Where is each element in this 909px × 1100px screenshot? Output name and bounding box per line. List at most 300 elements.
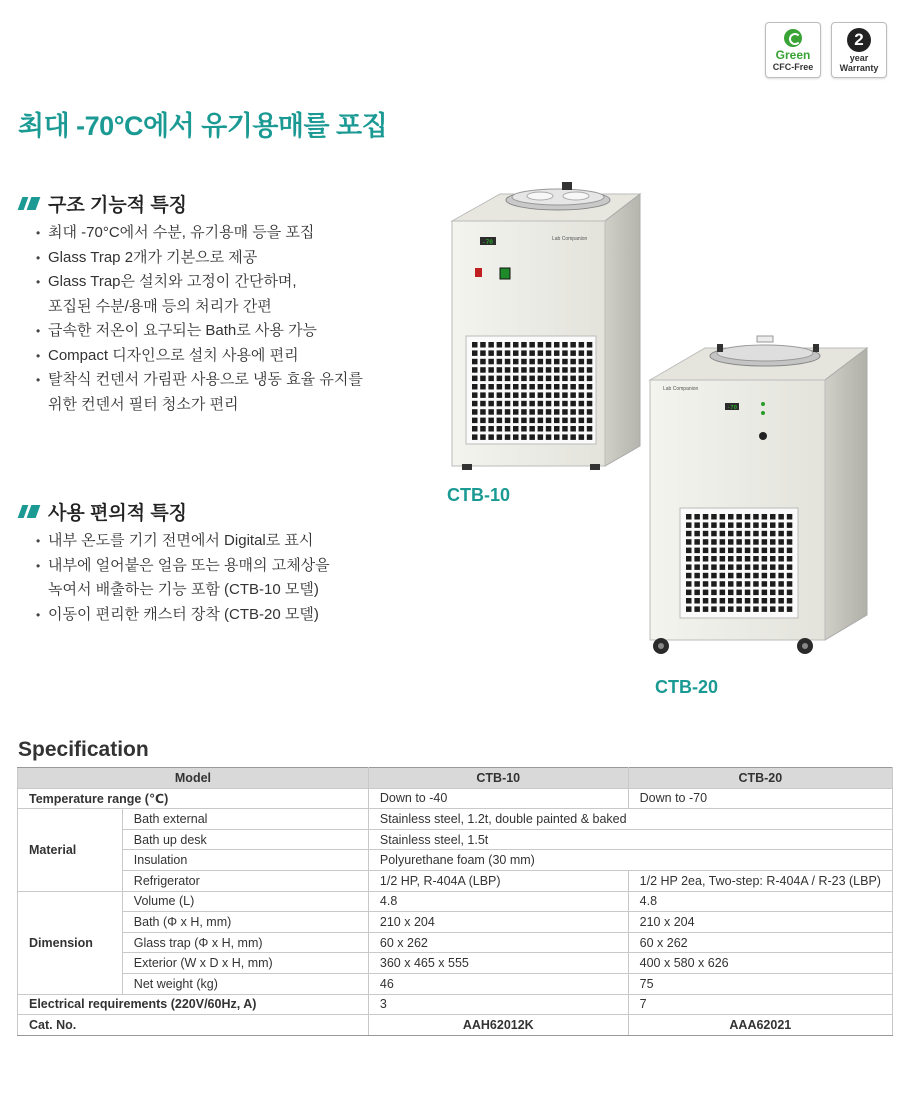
grille-slot	[745, 581, 751, 587]
grille-slot	[505, 367, 511, 373]
grille-slot	[497, 426, 503, 432]
grille-slot	[728, 539, 734, 545]
grille-slot	[480, 409, 486, 415]
grille-slot	[570, 409, 576, 415]
table-row	[18, 891, 893, 912]
grille-slot	[562, 409, 568, 415]
grille-slot	[538, 434, 544, 440]
grille-slot	[505, 426, 511, 432]
grille-slot	[472, 434, 478, 440]
grille-slot	[472, 384, 478, 390]
grille-slot	[587, 434, 593, 440]
grille-slot	[562, 401, 568, 407]
grille-slot	[720, 606, 726, 612]
grille-slot	[480, 367, 486, 373]
grille-slot	[570, 434, 576, 440]
feature-list-convenience	[36, 529, 330, 627]
grille-slot	[770, 548, 776, 554]
grille-slot	[579, 434, 585, 440]
grille-slot	[587, 342, 593, 348]
grille-slot	[745, 556, 751, 562]
grille-slot	[762, 539, 768, 545]
table-row	[18, 994, 893, 1015]
volume-label: Volume (L)	[122, 891, 368, 912]
header-ctb-10: CTB-10	[368, 768, 628, 789]
section-marker-icon	[20, 197, 38, 210]
grille-slot	[521, 367, 527, 373]
grille-slot	[579, 418, 585, 424]
grille-slot	[579, 426, 585, 432]
grille-slot	[554, 409, 560, 415]
grille-slot	[546, 401, 552, 407]
feature-item	[36, 529, 330, 554]
grille-slot	[472, 376, 478, 382]
grille-slot	[736, 590, 742, 596]
header-ctb-20: CTB-20	[628, 768, 892, 789]
grille-slot	[703, 539, 709, 545]
grille-slot	[587, 392, 593, 398]
specification-title: Specification	[18, 738, 149, 761]
grille-slot	[778, 598, 784, 604]
grille-slot	[505, 401, 511, 407]
grille-slot	[778, 590, 784, 596]
grille-slot	[554, 418, 560, 424]
grille-slot	[513, 367, 519, 373]
grille-slot	[497, 434, 503, 440]
green-badge-subtitle: CFC-Free	[772, 61, 814, 72]
grille-slot	[505, 342, 511, 348]
feature-item-text: 포집된 수분/용매 등의 처리가 간편	[48, 297, 272, 315]
volume-ctb-10: 4.8	[368, 891, 628, 912]
grille-slot	[770, 606, 776, 612]
grille-slot	[770, 531, 776, 537]
grille-slot	[694, 564, 700, 570]
grille-slot	[529, 376, 535, 382]
grille-slot	[753, 548, 759, 554]
grille-slot	[521, 434, 527, 440]
grille-slot	[753, 590, 759, 596]
electrical-ctb-10: 3	[368, 994, 628, 1015]
grille-slot	[703, 573, 709, 579]
grille-slot	[711, 548, 717, 554]
grille-slot	[753, 598, 759, 604]
grille-slot	[538, 367, 544, 373]
grille-slot	[579, 367, 585, 373]
grille-slot	[753, 564, 759, 570]
grille-slot	[554, 392, 560, 398]
grille-slot	[587, 418, 593, 424]
grille-slot	[720, 581, 726, 587]
grille-slot	[521, 392, 527, 398]
grille-slot	[497, 392, 503, 398]
warranty-number: 2	[847, 28, 871, 52]
grille-slot	[694, 539, 700, 545]
section-heading-text: 구조 기능적 특징	[48, 195, 188, 216]
grille-slot	[497, 376, 503, 382]
grille-slot	[787, 514, 793, 520]
grille-slot	[778, 556, 784, 562]
feature-item-text: 녹여서 배출하는 기능 포함 (CTB-10 모델)	[48, 581, 319, 598]
grille-slot	[480, 401, 486, 407]
grille-slot	[497, 384, 503, 390]
grille-slot	[480, 376, 486, 382]
temperature-range-label: Temperature range (℃)	[18, 788, 369, 809]
grille-slot	[745, 548, 751, 554]
grille-slot	[753, 531, 759, 537]
grille-slot	[745, 539, 751, 545]
grille-slot	[472, 426, 478, 432]
net-weight-ctb-20: 75	[628, 973, 892, 994]
bath-size-ctb-10: 210 x 204	[368, 912, 628, 933]
page-title: 최대 -70°C에서 유기용매를 포집	[18, 111, 388, 141]
grille-slot	[579, 342, 585, 348]
grille-slot	[513, 409, 519, 415]
grille-slot	[703, 514, 709, 520]
grille-slot	[762, 531, 768, 537]
grille-slot	[728, 606, 734, 612]
green-cfc-free-badge	[765, 22, 821, 78]
grille-slot	[770, 581, 776, 587]
grille-slot	[562, 434, 568, 440]
grille-slot	[762, 581, 768, 587]
grille-slot	[728, 564, 734, 570]
grille-slot	[546, 367, 552, 373]
grille-slot	[513, 401, 519, 407]
exterior-label: Exterior (W x D x H, mm)	[122, 953, 368, 974]
grille-slot	[538, 384, 544, 390]
grille-slot	[720, 531, 726, 537]
grille-slot	[521, 426, 527, 432]
grille-slot	[694, 573, 700, 579]
grille-slot	[711, 531, 717, 537]
grille-slot	[694, 590, 700, 596]
grille-slot	[703, 548, 709, 554]
cat-no-label: Cat. No.	[18, 1015, 369, 1036]
grille-slot	[513, 376, 519, 382]
grille-slot	[472, 367, 478, 373]
refrigerator-ctb-10: 1/2 HP, R-404A (LBP)	[368, 870, 628, 891]
grille-slot	[513, 392, 519, 398]
cat-no-ctb-20: AAA62021	[628, 1015, 892, 1036]
grille-slot	[770, 556, 776, 562]
electrical-label: Electrical requirements (220V/60Hz, A)	[18, 994, 369, 1015]
grille-slot	[480, 384, 486, 390]
table-row	[18, 809, 893, 830]
grille-slot	[521, 342, 527, 348]
grille-slot	[521, 418, 527, 424]
electrical-ctb-20: 7	[628, 994, 892, 1015]
bath-up-desk-label: Bath up desk	[122, 829, 368, 850]
grille-slot	[513, 342, 519, 348]
grille-slot	[546, 418, 552, 424]
grille-slot	[513, 350, 519, 356]
grille-slot	[694, 581, 700, 587]
grille-slot	[736, 564, 742, 570]
ctb-20-label: CTB-20	[655, 677, 719, 697]
grille-slot	[703, 598, 709, 604]
grille-slot	[554, 434, 560, 440]
grille-slot	[720, 598, 726, 604]
grille-slot	[778, 581, 784, 587]
certification-badges	[765, 22, 887, 78]
grille-slot	[570, 376, 576, 382]
grille-slot	[587, 359, 593, 365]
grille-slot	[787, 548, 793, 554]
volume-ctb-20: 4.8	[628, 891, 892, 912]
grille-slot	[762, 606, 768, 612]
grille-slot	[686, 556, 692, 562]
grille-slot	[728, 590, 734, 596]
grille-slot	[488, 409, 494, 415]
grille-slot	[686, 514, 692, 520]
grille-slot	[770, 598, 776, 604]
grille-slot	[488, 342, 494, 348]
warranty-label: Warranty	[839, 62, 879, 73]
cat-no-ctb-10: AAH62012K	[368, 1015, 628, 1036]
ctb-10-display-readout: -70	[482, 239, 493, 246]
grille-slot	[472, 350, 478, 356]
grille-slot	[787, 531, 793, 537]
dimension-group-label: Dimension	[18, 891, 123, 994]
grille-slot	[720, 548, 726, 554]
specification-table	[17, 767, 893, 1036]
green-badge-title: Green	[775, 47, 811, 62]
grille-slot	[728, 581, 734, 587]
grille-slot	[505, 350, 511, 356]
ctb-10-brand: Lab Companion	[552, 236, 588, 242]
grille-slot	[745, 606, 751, 612]
grille-slot	[711, 598, 717, 604]
grille-slot	[686, 606, 692, 612]
refrigerator-ctb-20: 1/2 HP 2ea, Two-step: R-404A / R-23 (LBP)	[628, 870, 892, 891]
grille-slot	[745, 598, 751, 604]
grille-slot	[513, 434, 519, 440]
grille-slot	[711, 590, 717, 596]
grille-slot	[488, 434, 494, 440]
feature-item-text: 위한 컨덴서 필터 청소가 편리	[48, 395, 239, 413]
feature-item-text: • 급속한 저온이 요구되는 Bath로 사용 가능	[48, 322, 318, 339]
grille-slot	[770, 564, 776, 570]
grille-slot	[711, 556, 717, 562]
grille-slot	[587, 384, 593, 390]
feature-item	[36, 368, 363, 417]
grille-slot	[472, 401, 478, 407]
feature-item-text: • Compact 디자인으로 설치 사용에 편리	[48, 346, 299, 364]
feature-item-text: • 내부 온도를 기기 전면에서 Digital로 표시	[48, 532, 314, 549]
grille-slot	[529, 342, 535, 348]
grille-slot	[488, 350, 494, 356]
grille-slot	[505, 392, 511, 398]
refrigerator-label: Refrigerator	[122, 870, 368, 891]
grille-slot	[570, 384, 576, 390]
warranty-badge	[831, 22, 887, 78]
bath-external-label: Bath external	[122, 809, 368, 830]
grille-slot	[497, 342, 503, 348]
grille-slot	[554, 384, 560, 390]
grille-slot	[778, 564, 784, 570]
grille-slot	[703, 564, 709, 570]
feature-item	[36, 246, 363, 271]
grille-slot	[753, 606, 759, 612]
grille-slot	[753, 514, 759, 520]
material-group-label: Material	[18, 809, 123, 891]
grille-slot	[770, 514, 776, 520]
grille-slot	[762, 556, 768, 562]
grille-slot	[480, 392, 486, 398]
grille-slot	[562, 359, 568, 365]
grille-slot	[538, 392, 544, 398]
bath-external-value: Stainless steel, 1.2t, double painted & baked	[368, 809, 892, 830]
grille-slot	[488, 418, 494, 424]
header-model: Model	[18, 768, 369, 789]
grille-slot	[762, 590, 768, 596]
grille-slot	[505, 418, 511, 424]
table-row	[18, 912, 893, 933]
grille-slot	[703, 522, 709, 528]
table-row	[18, 850, 893, 871]
grille-slot	[686, 548, 692, 554]
ctb-20-display-readout: -70	[727, 405, 737, 411]
grille-slot	[480, 426, 486, 432]
grille-slot	[720, 564, 726, 570]
net-weight-ctb-10: 46	[368, 973, 628, 994]
grille-slot	[570, 342, 576, 348]
grille-slot	[686, 522, 692, 528]
grille-slot	[488, 367, 494, 373]
grille-slot	[529, 359, 535, 365]
grille-slot	[787, 590, 793, 596]
grille-slot	[694, 598, 700, 604]
grille-slot	[686, 573, 692, 579]
grille-slot	[587, 409, 593, 415]
grille-slot	[521, 401, 527, 407]
feature-item	[36, 554, 330, 603]
grille-slot	[762, 573, 768, 579]
grille-slot	[770, 522, 776, 528]
grille-slot	[529, 426, 535, 432]
grille-slot	[787, 573, 793, 579]
grille-slot	[703, 581, 709, 587]
grille-slot	[497, 418, 503, 424]
grille-slot	[505, 409, 511, 415]
grille-slot	[562, 350, 568, 356]
grille-slot	[736, 514, 742, 520]
grille-slot	[513, 384, 519, 390]
grille-slot	[529, 384, 535, 390]
grille-slot	[529, 401, 535, 407]
grille-slot	[472, 409, 478, 415]
section-heading-text: 사용 편의적 특징	[48, 503, 188, 524]
grille-slot	[787, 606, 793, 612]
ctb-10-label: CTB-10	[447, 485, 511, 505]
grille-slot	[770, 573, 776, 579]
grille-slot	[745, 522, 751, 528]
net-weight-label: Net weight (kg)	[122, 973, 368, 994]
grille-slot	[538, 376, 544, 382]
grille-slot	[587, 350, 593, 356]
grille-slot	[762, 564, 768, 570]
ctb-10-product-image	[440, 176, 645, 476]
grille-slot	[745, 564, 751, 570]
grille-slot	[505, 434, 511, 440]
bath-up-desk-value: Stainless steel, 1.5t	[368, 829, 892, 850]
grille-slot	[570, 418, 576, 424]
grille-slot	[554, 367, 560, 373]
exterior-ctb-20: 400 x 580 x 626	[628, 953, 892, 974]
grille-slot	[472, 392, 478, 398]
grille-slot	[529, 367, 535, 373]
grille-slot	[538, 342, 544, 348]
glass-trap-ctb-20: 60 x 262	[628, 932, 892, 953]
feature-item-text: • 탈착식 컨덴서 가림판 사용으로 냉동 효율 유지를	[48, 371, 363, 388]
grille-slot	[546, 392, 552, 398]
table-row	[18, 973, 893, 994]
table-row	[18, 1015, 893, 1036]
grille-slot	[562, 426, 568, 432]
grille-slot	[703, 606, 709, 612]
grille-slot	[711, 522, 717, 528]
section-marker-icon	[20, 505, 38, 518]
grille-slot	[538, 409, 544, 415]
grille-slot	[728, 531, 734, 537]
grille-slot	[728, 522, 734, 528]
grille-slot	[546, 342, 552, 348]
grille-slot	[736, 556, 742, 562]
grille-slot	[546, 350, 552, 356]
grille-slot	[554, 401, 560, 407]
grille-slot	[587, 376, 593, 382]
grille-slot	[720, 556, 726, 562]
grille-slot	[711, 606, 717, 612]
grille-slot	[745, 514, 751, 520]
grille-slot	[497, 359, 503, 365]
grille-slot	[694, 531, 700, 537]
grille-slot	[488, 376, 494, 382]
grille-slot	[720, 539, 726, 545]
grille-slot	[736, 581, 742, 587]
grille-slot	[745, 573, 751, 579]
grille-slot	[562, 367, 568, 373]
table-row	[18, 788, 893, 809]
grille-slot	[579, 392, 585, 398]
grille-slot	[762, 522, 768, 528]
grille-slot	[562, 392, 568, 398]
grille-slot	[570, 401, 576, 407]
grille-slot	[472, 342, 478, 348]
grille-slot	[488, 401, 494, 407]
feature-item	[36, 344, 363, 369]
grille-slot	[480, 434, 486, 440]
grille-slot	[787, 598, 793, 604]
ctb-20-product-image	[645, 330, 875, 662]
grille-slot	[554, 359, 560, 365]
grille-slot	[546, 409, 552, 415]
grille-slot	[579, 409, 585, 415]
grille-slot	[728, 556, 734, 562]
grille-slot	[686, 531, 692, 537]
grille-slot	[711, 539, 717, 545]
table-row	[18, 953, 893, 974]
grille-slot	[778, 531, 784, 537]
grille-slot	[753, 539, 759, 545]
feature-item	[36, 270, 363, 319]
grille-slot	[711, 581, 717, 587]
grille-slot	[554, 342, 560, 348]
grille-slot	[728, 573, 734, 579]
grille-slot	[521, 376, 527, 382]
exterior-ctb-10: 360 x 465 x 555	[368, 953, 628, 974]
grille-slot	[778, 573, 784, 579]
